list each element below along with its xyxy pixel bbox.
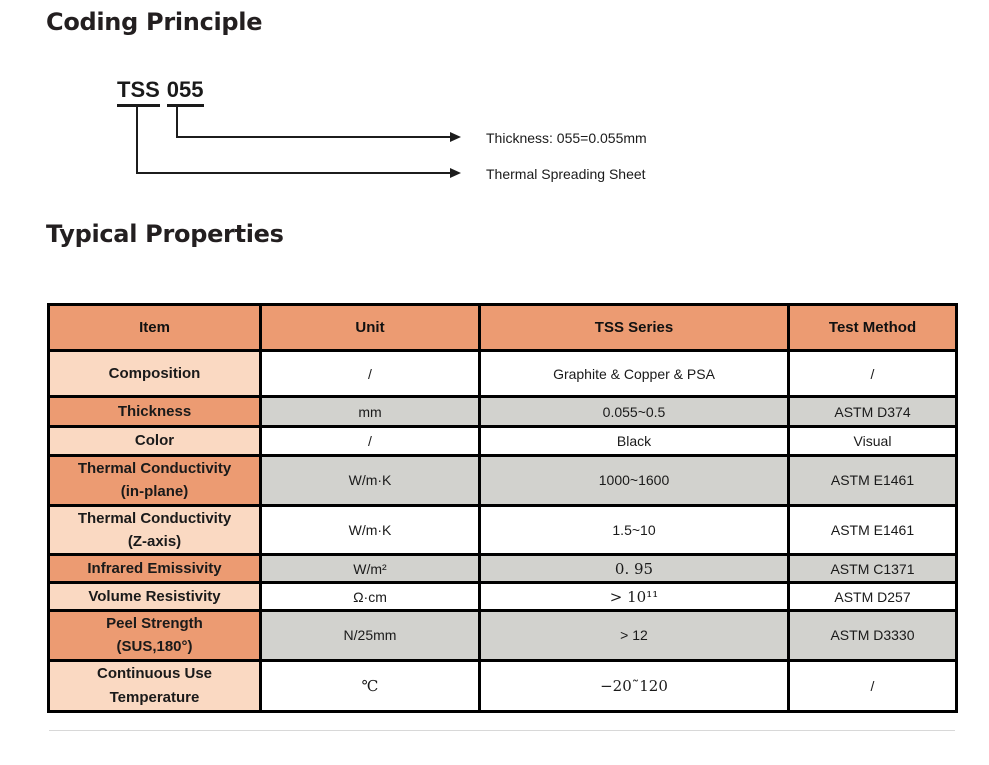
cell-item <box>49 456 261 506</box>
connector-line-thickness-horizontal <box>176 136 451 138</box>
cell-item <box>49 611 261 661</box>
item-label-line: Color <box>134 432 175 450</box>
item-label-line: Temperature <box>109 688 200 706</box>
table-row <box>49 660 957 711</box>
cell-unit: W/m·K <box>261 505 480 555</box>
table-body <box>49 351 957 712</box>
cell-unit: mm <box>261 397 480 427</box>
table-row <box>49 555 957 583</box>
cell-method: ASTM D3330 <box>789 611 957 661</box>
cell-item <box>49 583 261 611</box>
cell-unit: / <box>261 351 480 397</box>
cell-unit: Ω·cm <box>261 583 480 611</box>
callout-sheet-label: Thermal Spreading Sheet <box>486 166 646 182</box>
connector-line-thickness-vertical <box>176 104 178 137</box>
connector-line-series-horizontal <box>136 172 451 174</box>
cell-item <box>49 505 261 555</box>
cell-method: ASTM D257 <box>789 583 957 611</box>
item-label-line: (Z-axis) <box>127 532 182 550</box>
cell-value: > 10¹¹ <box>480 583 789 611</box>
cell-item <box>49 351 261 397</box>
cell-unit: W/m² <box>261 555 480 583</box>
column-header-test-method: Test Method <box>789 305 957 351</box>
item-label-line: (in-plane) <box>120 483 189 501</box>
code-series: TSS <box>117 77 160 107</box>
connector-line-series-vertical <box>136 104 138 173</box>
cell-method: / <box>789 351 957 397</box>
item-label-line: Peel Strength <box>106 615 203 632</box>
cell-unit: N/25mm <box>261 611 480 661</box>
arrow-right-icon <box>450 168 461 178</box>
cell-unit: / <box>261 427 480 456</box>
cell-value: Black <box>480 427 789 456</box>
table-row <box>49 397 957 427</box>
callout-thickness-label: Thickness: 055=0.055mm <box>486 130 647 146</box>
item-label-line: Thermal Conductivity <box>77 509 232 527</box>
typical-properties-heading: Typical Properties <box>46 220 284 248</box>
cell-unit: W/m·K <box>261 456 480 506</box>
arrow-right-icon <box>450 132 461 142</box>
cell-value: Graphite & Copper & PSA <box>480 351 789 397</box>
item-label-line: (SUS,180°) <box>116 638 193 656</box>
column-header-tss-series: TSS Series <box>480 305 789 351</box>
cell-method: / <box>789 660 957 711</box>
item-label-line: Thickness <box>117 402 192 420</box>
cell-item <box>49 660 261 711</box>
properties-table <box>47 303 958 713</box>
table-row <box>49 351 957 397</box>
item-label-line: Infrared Emissivity <box>87 559 222 577</box>
cell-unit: ℃ <box>261 660 480 711</box>
cell-item <box>49 555 261 583</box>
table-header-row <box>49 305 957 351</box>
cell-method: ASTM E1461 <box>789 456 957 506</box>
table-row <box>49 611 957 661</box>
cell-item <box>49 427 261 456</box>
column-header-unit: Unit <box>261 305 480 351</box>
properties-table-wrap <box>47 303 958 713</box>
cell-method: ASTM E1461 <box>789 505 957 555</box>
item-label-line: Continuous Use <box>97 665 212 683</box>
item-label-line: Composition <box>108 364 201 382</box>
table-row <box>49 456 957 506</box>
cell-value: 1.5~10 <box>480 505 789 555</box>
table-shadow-line <box>49 730 955 731</box>
code-thickness: 055 <box>167 77 204 107</box>
coding-principle-heading: Coding Principle <box>46 8 263 36</box>
cell-method: ASTM C1371 <box>789 555 957 583</box>
cell-method: Visual <box>789 427 957 456</box>
table-row <box>49 505 957 555</box>
cell-method: ASTM D374 <box>789 397 957 427</box>
cell-value: > 12 <box>480 611 789 661</box>
product-code <box>117 77 204 107</box>
cell-value: −20˜120 <box>480 660 789 711</box>
item-label-line: Thermal Conductivity <box>77 460 232 477</box>
cell-value: 1000~1600 <box>480 456 789 506</box>
table-row <box>49 427 957 456</box>
cell-value: 0. 95 <box>480 555 789 583</box>
cell-value: 0.055~0.5 <box>480 397 789 427</box>
cell-item <box>49 397 261 427</box>
item-label-line: Volume Resistivity <box>88 587 221 605</box>
table-row <box>49 583 957 611</box>
column-header-item: Item <box>49 305 261 351</box>
